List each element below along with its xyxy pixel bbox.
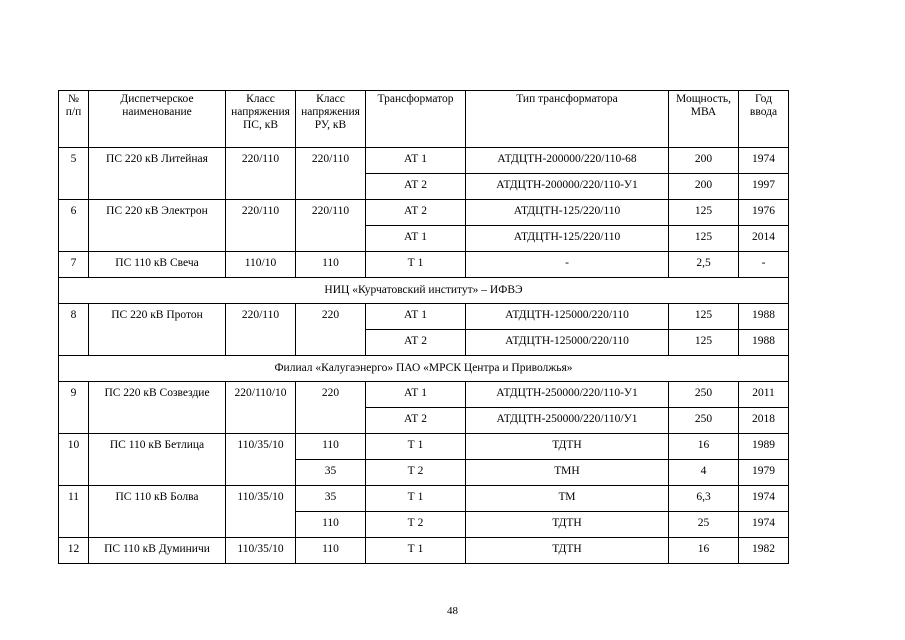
table-row [59,538,789,564]
table-row [59,486,789,512]
cell-year: 1988 [739,330,789,356]
cell-year: 2014 [739,226,789,252]
cell-class-ps: 220/110/10 [226,382,296,434]
cell-power: 4 [669,460,739,486]
cell-type: ТДТН [466,512,669,538]
cell-class-ru: 110 [296,538,366,564]
cell-transformer: Т 1 [366,434,466,460]
cell-class-ru: 35 [296,460,366,486]
cell-type: - [466,252,669,278]
table-row [59,382,789,408]
cell-name: ПС 220 кВ Литейная [89,148,226,200]
table-row [59,252,789,278]
cell-num: 7 [59,252,89,278]
cell-year: 1982 [739,538,789,564]
col-header-num: № п/п [59,91,89,148]
cell-type: АТДЦТН-200000/220/110-68 [466,148,669,174]
section-heading: Филиал «Калугаэнерго» ПАО «МРСК Центра и Приволжья» [59,356,789,382]
cell-power: 125 [669,226,739,252]
cell-power: 16 [669,538,739,564]
cell-type: АТДЦТН-250000/220/110-У1 [466,382,669,408]
cell-type: ТМ [466,486,669,512]
cell-year: 1974 [739,512,789,538]
cell-class-ps: 220/110 [226,148,296,200]
cell-class-ps: 110/35/10 [226,486,296,538]
cell-class-ps: 220/110 [226,200,296,252]
table-row [59,434,789,460]
cell-power: 250 [669,382,739,408]
cell-name: ПС 110 кВ Болва [89,486,226,538]
cell-name: ПС 110 кВ Свеча [89,252,226,278]
cell-class-ps: 220/110 [226,304,296,356]
cell-type: АТДЦТН-200000/220/110-У1 [466,174,669,200]
cell-year: 1974 [739,148,789,174]
cell-class-ps: 110/10 [226,252,296,278]
cell-transformer: АТ 2 [366,408,466,434]
cell-year: 2018 [739,408,789,434]
cell-transformer: Т 1 [366,486,466,512]
cell-class-ru: 220 [296,304,366,356]
cell-type: ТМН [466,460,669,486]
cell-type: АТДЦТН-125000/220/110 [466,304,669,330]
cell-transformer: АТ 2 [366,200,466,226]
cell-num: 9 [59,382,89,434]
cell-class-ru: 220/110 [296,148,366,200]
cell-transformer: АТ 2 [366,330,466,356]
cell-transformer: АТ 1 [366,304,466,330]
cell-year: 1988 [739,304,789,330]
cell-class-ru: 110 [296,512,366,538]
transformer-table [58,90,789,564]
cell-transformer: Т 2 [366,460,466,486]
section-row [59,356,789,382]
cell-type: АТДЦТН-250000/220/110/У1 [466,408,669,434]
cell-num: 10 [59,434,89,486]
cell-class-ps: 110/35/10 [226,434,296,486]
cell-type: ТДТН [466,538,669,564]
col-header-year: Год ввода [739,91,789,148]
cell-class-ru: 220 [296,382,366,434]
cell-power: 16 [669,434,739,460]
cell-power: 25 [669,512,739,538]
cell-power: 200 [669,148,739,174]
cell-transformer: АТ 1 [366,148,466,174]
cell-class-ps: 110/35/10 [226,538,296,564]
cell-transformer: Т 1 [366,252,466,278]
cell-type: АТДЦТН-125/220/110 [466,226,669,252]
cell-name: ПС 220 кВ Протон [89,304,226,356]
cell-year: 1979 [739,460,789,486]
cell-year: 2011 [739,382,789,408]
cell-num: 8 [59,304,89,356]
cell-transformer: АТ 2 [366,174,466,200]
cell-num: 6 [59,200,89,252]
cell-class-ru: 110 [296,252,366,278]
cell-year: 1997 [739,174,789,200]
cell-power: 250 [669,408,739,434]
col-header-type: Тип трансформатора [466,91,669,148]
cell-year: - [739,252,789,278]
table-row [59,200,789,226]
page-number: 48 [447,605,458,617]
cell-year: 1976 [739,200,789,226]
cell-num: 11 [59,486,89,538]
cell-name: ПС 110 кВ Бетлица [89,434,226,486]
cell-class-ru: 220/110 [296,200,366,252]
cell-name: ПС 220 кВ Созвездие [89,382,226,434]
cell-transformer: АТ 1 [366,226,466,252]
cell-type: АТДЦТН-125/220/110 [466,200,669,226]
cell-transformer: АТ 1 [366,382,466,408]
cell-type: ТДТН [466,434,669,460]
cell-type: АТДЦТН-125000/220/110 [466,330,669,356]
cell-year: 1974 [739,486,789,512]
cell-power: 125 [669,330,739,356]
cell-name: ПС 110 кВ Думиничи [89,538,226,564]
col-header-power: Мощность, МВА [669,91,739,148]
cell-power: 6,3 [669,486,739,512]
cell-power: 2,5 [669,252,739,278]
table-row [59,148,789,174]
cell-name: ПС 220 кВ Электрон [89,200,226,252]
cell-class-ru: 110 [296,434,366,460]
col-header-name: Диспетчерское наименование [89,91,226,148]
col-header-class-ps: Класс напряжения ПС, кВ [226,91,296,148]
cell-year: 1989 [739,434,789,460]
cell-class-ru: 35 [296,486,366,512]
header-row [59,91,789,148]
cell-transformer: Т 1 [366,538,466,564]
cell-power: 125 [669,200,739,226]
section-row [59,278,789,304]
cell-num: 5 [59,148,89,200]
cell-num: 12 [59,538,89,564]
col-header-class-ru: Класс напряжения РУ, кВ [296,91,366,148]
cell-power: 200 [669,174,739,200]
cell-power: 125 [669,304,739,330]
section-heading: НИЦ «Курчатовский институт» – ИФВЭ [59,278,789,304]
col-header-transformer: Трансформатор [366,91,466,148]
cell-transformer: Т 2 [366,512,466,538]
table-row [59,304,789,330]
